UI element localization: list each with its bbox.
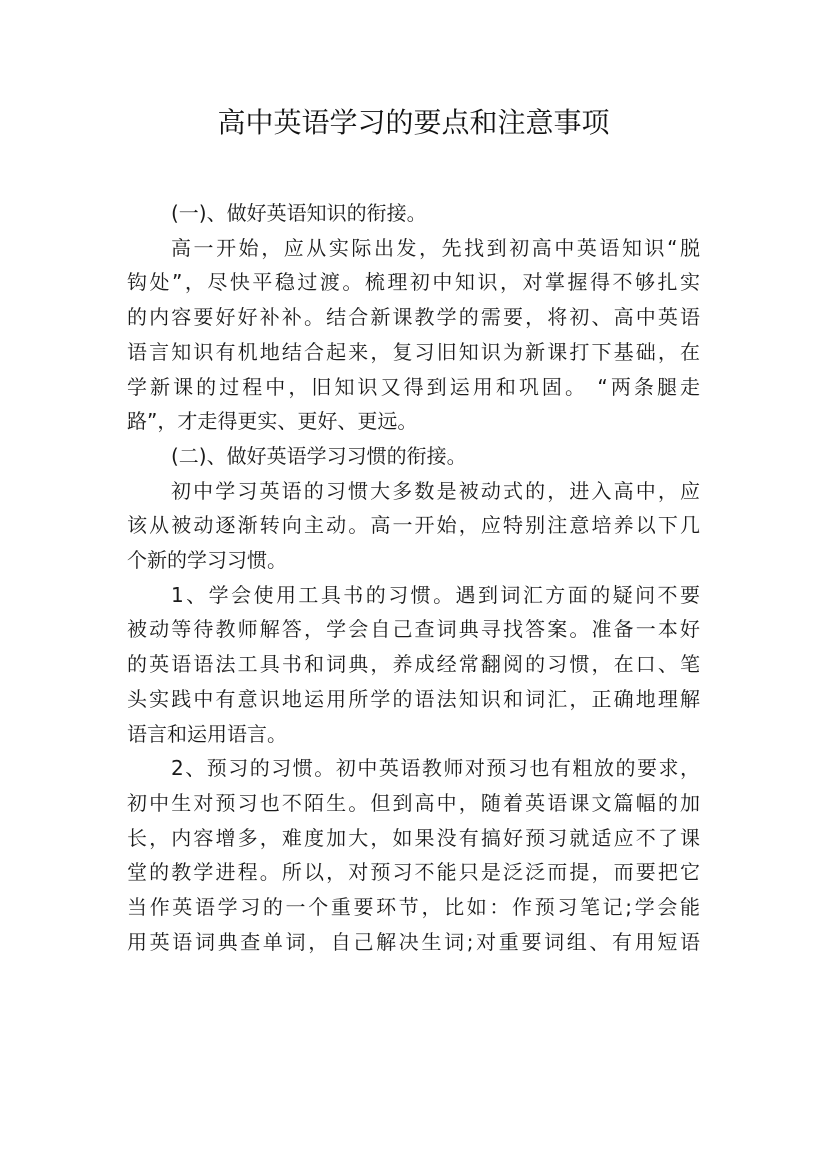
- text-line: 钩处”，尽快平稳过渡。梳理初中知识，对掌握得不够扎实: [127, 270, 700, 295]
- text-line: 路”，才走得更实、更好、更远。: [127, 409, 418, 434]
- section-heading-1: [127, 196, 700, 231]
- text-line: 的英语语法工具书和词典，养成经常翻阅的习惯，在口、笔: [127, 652, 700, 677]
- text-line: 1、学会使用工具书的习惯。遇到词汇方面的疑问不要: [171, 582, 700, 607]
- text-line: 被动等待教师解答，学会自己查词典寻找答案。准备一本好: [127, 617, 700, 642]
- text-line: (二)、做好英语学习习惯的衔接。: [171, 443, 467, 468]
- text-line: 当作英语学习的一个重要环节，比如：作预习笔记;学会能: [127, 895, 700, 920]
- text-line: 用英语词典查单词，自己解决生词;对重要词组、有用短语: [127, 929, 700, 954]
- text-line: 头实践中有意识地运用所学的语法知识和词汇，正确地理解: [127, 686, 700, 711]
- text-line: 的内容要好好补补。结合新课教学的需要，将初、高中英语: [127, 305, 700, 330]
- text-line: 堂的教学进程。所以，对预习不能只是泛泛而提，而要把它: [127, 860, 700, 885]
- text-line: 语言知识有机地结合起来，复习旧知识为新课打下基础，在: [127, 339, 700, 364]
- paragraph-4: [127, 751, 700, 959]
- paragraph-2: [127, 474, 700, 578]
- text-line: 个新的学习习惯。: [127, 548, 287, 573]
- paragraph-1: [127, 231, 700, 439]
- text-line: 2、预习的习惯。初中英语教师对预习也有粗放的要求，: [171, 756, 700, 781]
- text-line: 语言和运用语言。: [127, 721, 287, 746]
- section-heading-2: [127, 439, 700, 474]
- text-line: (一)、做好英语知识的衔接。: [171, 201, 427, 225]
- document-body: [127, 196, 700, 959]
- document-title: 高中英语学习的要点和注意事项: [217, 106, 610, 139]
- text-line: 长，内容增多，难度加大，如果没有搞好预习就适应不了课: [127, 825, 700, 850]
- text-line: 学新课的过程中，旧知识又得到运用和巩固。 “两条腿走: [127, 374, 700, 399]
- text-line: 初中生对预习也不陌生。但到高中，随着英语课文篇幅的加: [127, 790, 700, 815]
- paragraph-3: [127, 578, 700, 752]
- text-line: 初中学习英语的习惯大多数是被动式的，进入高中，应: [171, 478, 700, 503]
- text-line: 高一开始，应从实际出发，先找到初高中英语知识“脱: [171, 235, 700, 260]
- text-line: 该从被动逐渐转向主动。高一开始，应特别注意培养以下几: [127, 513, 700, 538]
